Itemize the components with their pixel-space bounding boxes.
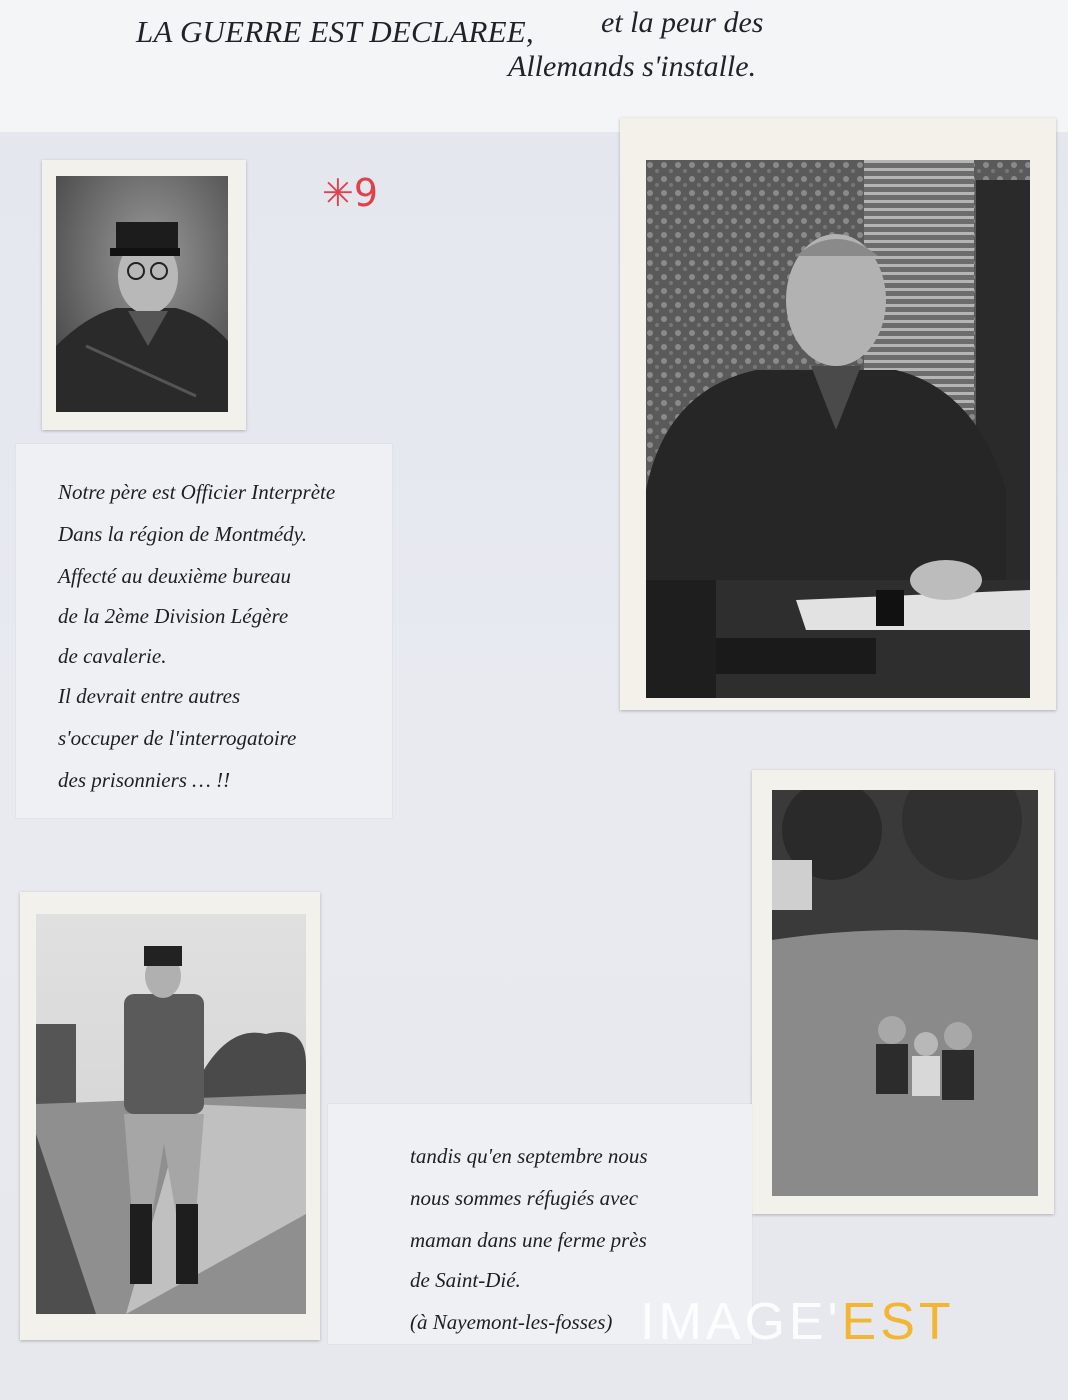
caption-line: tandis qu'en septembre nous <box>410 1144 648 1168</box>
caption-line: Dans la région de Montmédy. <box>58 522 308 546</box>
caption-line: de la 2ème Division Légère <box>58 604 289 628</box>
caption-line: Notre père est Officier Interprète <box>58 480 336 504</box>
caption-line: Il devrait entre autres <box>58 684 241 708</box>
portrait-image <box>56 176 228 412</box>
caption-line: (à Nayemont-les-fosses) <box>410 1310 613 1334</box>
standing-officer-image <box>36 914 306 1314</box>
page-subtitle-line1: et la peur des <box>601 6 764 39</box>
children-image <box>772 790 1038 1196</box>
caption-card-left <box>16 444 392 818</box>
standing-officer-photo <box>20 892 320 1340</box>
caption-line: nous sommes réfugiés avec <box>410 1186 639 1210</box>
watermark-part1: IMAGE' <box>640 1293 842 1351</box>
watermark-part2: EST <box>841 1293 955 1351</box>
officer-desk-photo <box>620 118 1056 710</box>
caption-line: des prisonniers … !! <box>58 768 231 792</box>
children-photo <box>752 770 1054 1214</box>
officer-desk-image <box>646 160 1030 698</box>
image-est-watermark <box>640 1293 955 1351</box>
red-page-marker: ✳9 <box>322 171 379 215</box>
page-title: LA GUERRE EST DECLAREE, <box>136 14 534 49</box>
caption-line: maman dans une ferme près <box>410 1228 647 1252</box>
page-subtitle-line2: Allemands s'installe. <box>508 50 757 83</box>
caption-line: de Saint-Dié. <box>410 1268 521 1292</box>
caption-line: s'occuper de l'interrogatoire <box>58 726 297 750</box>
caption-line: Affecté au deuxième bureau <box>58 564 292 588</box>
portrait-photo-small <box>42 160 246 430</box>
caption-line: de cavalerie. <box>58 644 167 668</box>
